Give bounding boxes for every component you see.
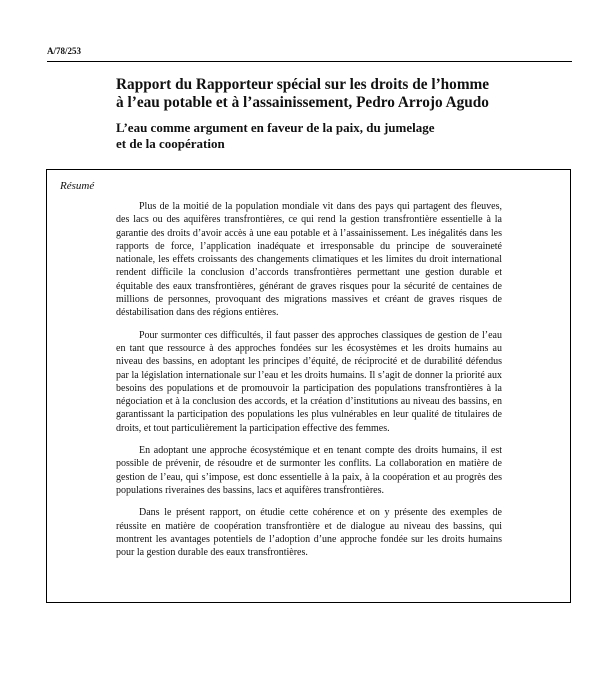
summary-heading: Résumé [60,180,95,192]
report-title-line-1: Rapport du Rapporteur spécial sur les droits de l’homme [116,76,490,93]
summary-paragraph-2: Pour surmonter ces difficultés, il faut passer des approches classiques de gestion de l’eau en tant que ressource à des approches fondées sur les écosystèmes et les droits humains au niveau des bassins, en adoptant les principes d’équité, de réciprocité et de durabilité défendus par la législation internationale sur l’eau et les droits humains. Il s’agit de donner la priorité aux besoins des populations et de promouvoir la participation des populations transfrontières à la négociation et à la conclusion des accords, et la création d’institutions au niveau des bassins, en garantissant la participation des populations les plus vulnérables en leur qualité de titulaires de droits, et tout particulièrement la participation effective des femmes. [116,329,502,434]
report-title-line-2: à l’eau potable et à l’assainissement, Pedro Arrojo Agudo [116,94,489,111]
summary-body [116,200,502,568]
report-subtitle-line-2: et de la coopération [116,136,225,151]
report-title [116,76,546,112]
summary-paragraph-4: Dans le présent rapport, on étudie cette cohérence et on y présente des exemples de réussite en matière de coopération transfrontière et de dialogue au niveau des bassins, qui montrent les avantages potentiels de l’adoption d’une approche fondée sur les droits humains pour la gestion durable des eaux transfrontières. [116,507,502,559]
summary-paragraph-1: Plus de la moitié de la population mondiale vit dans des pays qui partagent des fleuves, des lacs ou des aquifères transfrontières, ce qui rend la gestion transfrontière essentielle à la garantie des droits d’avoir accès à une eau potable et à l’assainissement. Les inégalités dans les rapports de force, l’application inadéquate et irresponsable du principe de souveraineté nationale, les effets croissants des changements climatiques et les limites du droit international rendent difficile la conclusion d’accords transfrontières permettant une gestion durable et équitable des eaux transfrontières, générant de graves risques pour la sécurité de centaines de millions de personnes, provoquant des migrations massives et créant de graves risques de déstabilisation dans des régions entières. [116,201,502,319]
header-rule [47,61,572,62]
summary-paragraph-3: En adoptant une approche écosystémique et en tenant compte des droits humains, il est possible de prévenir, de résoudre et de surmonter les conflits. La collaboration en matière de gestion de l’eau, qui s’impose, est donc essentielle à la paix, à la coopération et au progrès des populations riveraines des bassins, lacs et aquifères transfrontières. [116,445,502,496]
report-subtitle-line-1: L’eau comme argument en faveur de la paix, du jumelage [116,120,435,135]
report-subtitle [116,120,546,152]
document-symbol: A/78/253 [47,46,82,56]
